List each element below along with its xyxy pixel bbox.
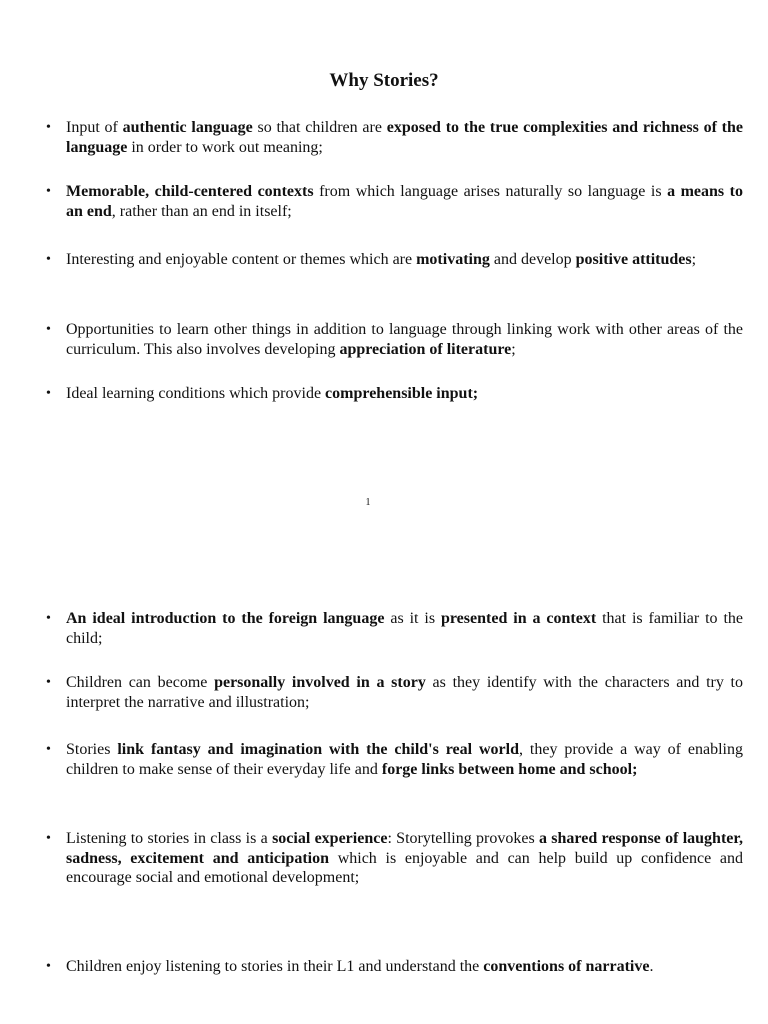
text: as it is <box>384 610 441 627</box>
bold-text: social experience <box>272 830 388 847</box>
bold-text: motivating <box>416 251 490 268</box>
bold-text: appreciation of literature <box>339 340 512 358</box>
text: , rather than an end in itself; <box>111 202 292 220</box>
bold-text: positive attitudes <box>575 251 692 268</box>
bullet-icon: • <box>46 742 51 757</box>
text: , they provide a way of enabling children to make sense of their everyday life and <box>66 741 744 778</box>
bullet-icon: • <box>46 611 51 626</box>
list-item <box>46 673 743 712</box>
text: Opportunities to learn other things in addition to language through linking work with other areas of the curriculum. This also involves developing <box>66 321 743 358</box>
bullet-icon: • <box>46 322 51 337</box>
bold-text: personally involved in a story <box>214 674 426 691</box>
list-item <box>46 182 744 221</box>
bold-text: presented in a context <box>440 610 597 627</box>
bullet-icon: • <box>46 959 51 974</box>
page-title: Why Stories? <box>329 70 439 91</box>
bold-text: forge links between home and school; <box>381 760 638 778</box>
text: Stories <box>66 741 118 758</box>
text: that is familiar to the child; <box>66 610 744 647</box>
list-item <box>46 609 744 648</box>
bullet-icon: • <box>46 120 51 135</box>
text: . <box>649 958 654 975</box>
bold-text: exposed to the true complexities and richness of the language <box>66 119 743 156</box>
bold-text: authentic language <box>122 119 253 136</box>
text: Children can become <box>66 674 215 691</box>
bold-text: An ideal introduction to the foreign language <box>66 610 385 627</box>
text: Children enjoy listening to stories in their L1 and understand the <box>66 958 484 975</box>
bold-text: link fantasy and imagination with the child's real world <box>117 741 519 758</box>
text: Interesting and enjoyable content or themes which are <box>66 251 417 268</box>
text: : Storytelling provokes <box>387 830 539 847</box>
list-item <box>46 250 743 270</box>
bullet-icon: • <box>46 184 51 199</box>
page-number: 1 <box>365 497 371 508</box>
text: ; <box>511 340 516 358</box>
list-item <box>46 829 744 888</box>
list-item <box>46 957 743 977</box>
bullet-icon: • <box>46 675 51 690</box>
list-item <box>46 118 743 157</box>
text: in order to work out meaning; <box>127 138 323 156</box>
bullet-icon: • <box>46 252 51 267</box>
text: and develop <box>489 251 576 268</box>
list-item <box>46 320 743 359</box>
bold-text: comprehensible input; <box>325 385 479 402</box>
bold-text: Memorable, child-centered contexts <box>66 183 314 200</box>
list-item <box>46 384 743 404</box>
bullet-icon: • <box>46 831 51 846</box>
text: from which language arises naturally so language is <box>313 183 668 200</box>
text: ; <box>691 251 697 268</box>
list-item <box>46 740 744 779</box>
bold-text: a shared response of laughter, sadness, excitement and anticipation <box>66 830 744 867</box>
bullet-icon: • <box>46 386 51 401</box>
bold-text: a means to an end <box>66 183 744 220</box>
text: as they identify with the characters and try to interpret the narrative and illustration; <box>66 674 743 711</box>
text: Input of <box>66 119 123 136</box>
text: so that children are <box>252 119 387 136</box>
bold-text: conventions of narrative <box>483 958 650 975</box>
text: Listening to stories in class is a <box>66 830 273 847</box>
text: which is enjoyable and can help build up confidence and encourage social and emotional development; <box>66 849 743 886</box>
text: Ideal learning conditions which provide <box>66 385 326 402</box>
